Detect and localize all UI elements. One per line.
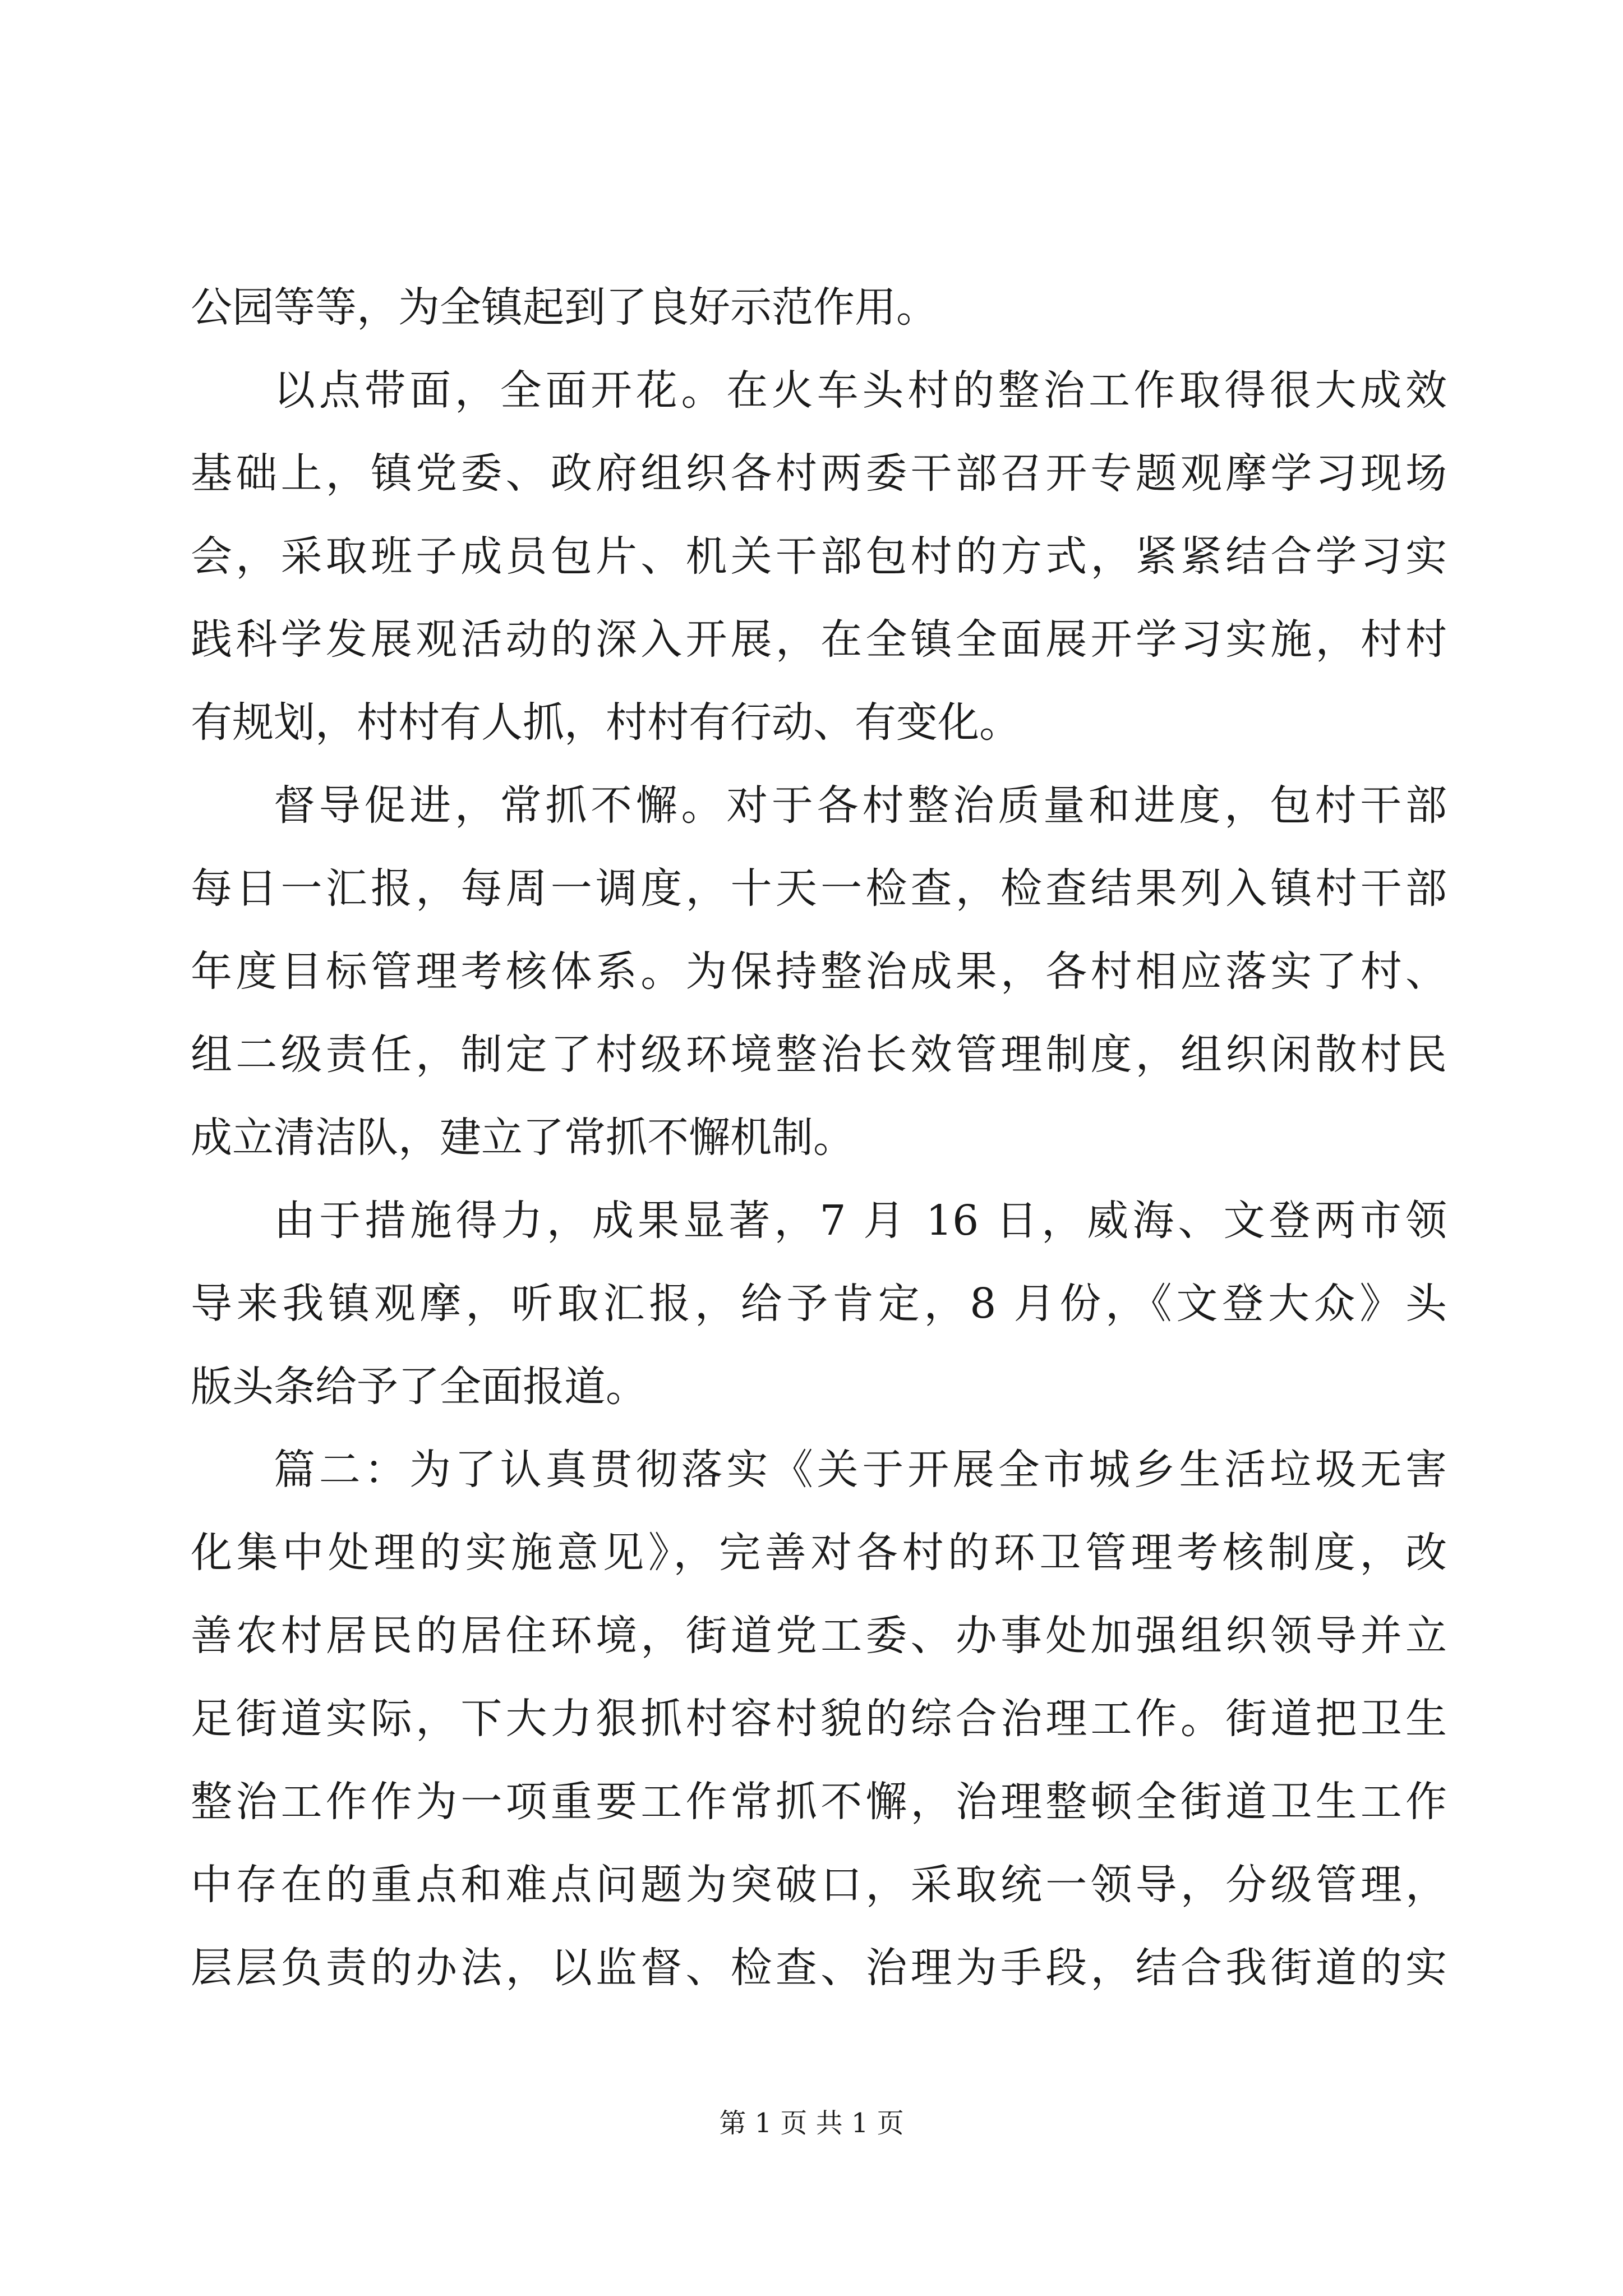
text-line: 每日一汇报，每周一调度，十天一检查，检查结果列入镇村干部 [191,864,1447,913]
text-line: 践科学发展观活动的深入开展，在全镇全面展开学习实施，村村 [191,615,1447,664]
text-line: 基础上，镇党委、政府组织各村两委干部召开专题观摩学习现场 [191,449,1447,498]
text-line: 中存在的重点和难点问题为突破口，采取统一领导，分级管理， [191,1861,1447,1909]
text-line: 有规划，村村有人抓，村村有行动、有变化。 [191,698,1021,747]
text-line: 公园等等，为全镇起到了良好示范作用。 [191,283,938,332]
text-line: 导来我镇观摩，听取汇报，给予肯定，8 月份，《文登大众》头 [191,1280,1447,1328]
text-line: 年度目标管理考核体系。为保持整治成果，各村相应落实了村、 [191,947,1447,996]
text-line: 层层负责的办法，以监督、检查、治理为手段，结合我街道的实 [191,1944,1447,1992]
text-line: 足街道实际，下大力狠抓村容村貌的综合治理工作。街道把卫生 [191,1695,1447,1743]
text-line: 会，采取班子成员包片、机关干部包村的方式，紧紧结合学习实 [191,532,1447,581]
text-line: 版头条给予了全面报道。 [191,1363,647,1411]
text-line: 由于措施得力，成果显著，7 月 16 日，威海、文登两市领 [274,1197,1447,1245]
text-line: 成立清洁队，建立了常抓不懈机制。 [191,1114,855,1162]
document-body [191,266,1447,2009]
text-line: 善农村居民的居住环境，街道党工委、办事处加强组织领导并立 [191,1612,1447,1660]
page-footer: 第 1 页 共 1 页 [719,2108,904,2139]
text-line: 整治工作作为一项重要工作常抓不懈，治理整顿全街道卫生工作 [191,1778,1447,1826]
text-line: 督导促进，常抓不懈。对于各村整治质量和进度，包村干部 [274,781,1447,830]
text-line: 化集中处理的实施意见》，完善对各村的环卫管理考核制度，改 [191,1529,1447,1577]
text-line: 篇二：为了认真贯彻落实《关于开展全市城乡生活垃圾无害 [274,1446,1447,1494]
text-line: 组二级责任，制定了村级环境整治长效管理制度，组织闲散村民 [191,1030,1447,1079]
text-line: 以点带面，全面开花。在火车头村的整治工作取得很大成效 [274,366,1447,415]
